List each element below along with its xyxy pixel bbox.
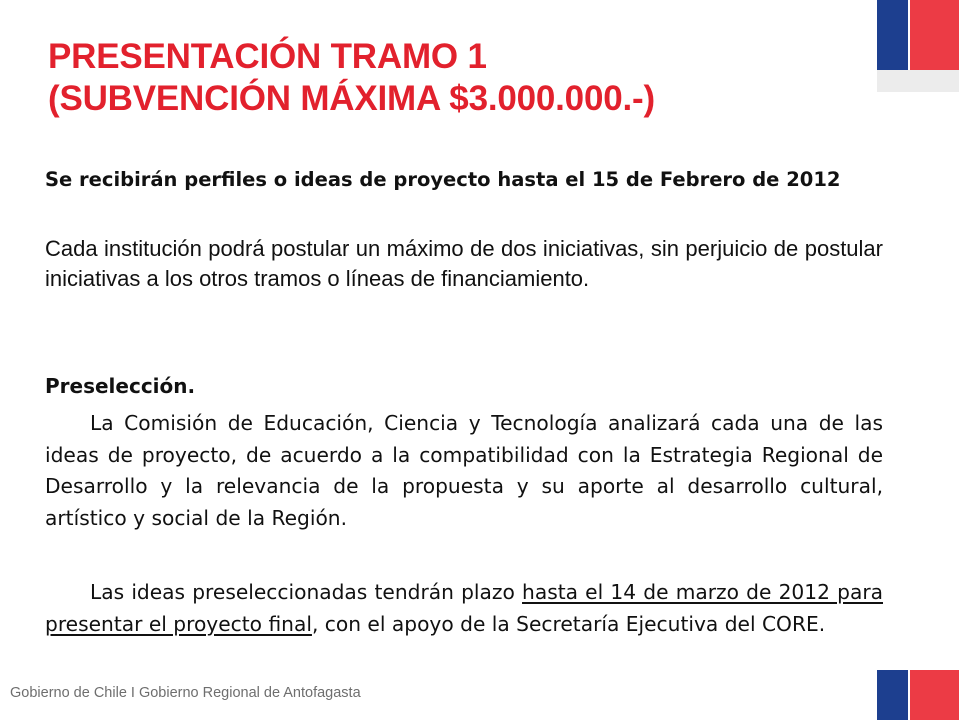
slide-title: [48, 36, 655, 120]
limit-paragraph: Cada institución podrá postular un máximo de dos iniciativas, sin perjuicio de postular iniciativas a los otros tramos o líneas de financiamiento.: [45, 236, 883, 291]
slide-title-line1: PRESENTACIÓN TRAMO 1: [48, 37, 487, 76]
final-text-start: Las ideas preseleccionadas tendrán plazo: [90, 580, 523, 604]
final-deadline-underlined: hasta el 14 de marzo de 2012 para presentar el proyecto final: [45, 580, 883, 636]
preselection-heading: Preselección.: [45, 374, 196, 398]
final-text-end: , con el apoyo de la Secretaría Ejecutiva del CORE.: [311, 611, 826, 636]
footer-government-label: Gobierno de Chile I Gobierno Regional de Antofagasta: [10, 685, 361, 701]
chile-flag-top-decoration: [877, 0, 959, 92]
slide-title-line2: (SUBVENCIÓN MÁXIMA $3.000.000.-): [48, 79, 655, 118]
final-project-paragraph: [45, 577, 883, 640]
deadline-paragraph: Se recibirán perfiles o ideas de proyecto hasta el 15 de Febrero de 2012: [45, 168, 841, 191]
preselection-paragraph: La Comisión de Educación, Ciencia y Tecnología analizará cada una de las ideas de proyecto, de acuerdo a la compatibilidad con la Estrategia Regional de Desarrollo y la relevancia de la propuesta y su aporte al desarrollo cultural, artístico y social de la Región.: [45, 411, 883, 530]
chile-flag-bottom-decoration: [877, 670, 959, 720]
